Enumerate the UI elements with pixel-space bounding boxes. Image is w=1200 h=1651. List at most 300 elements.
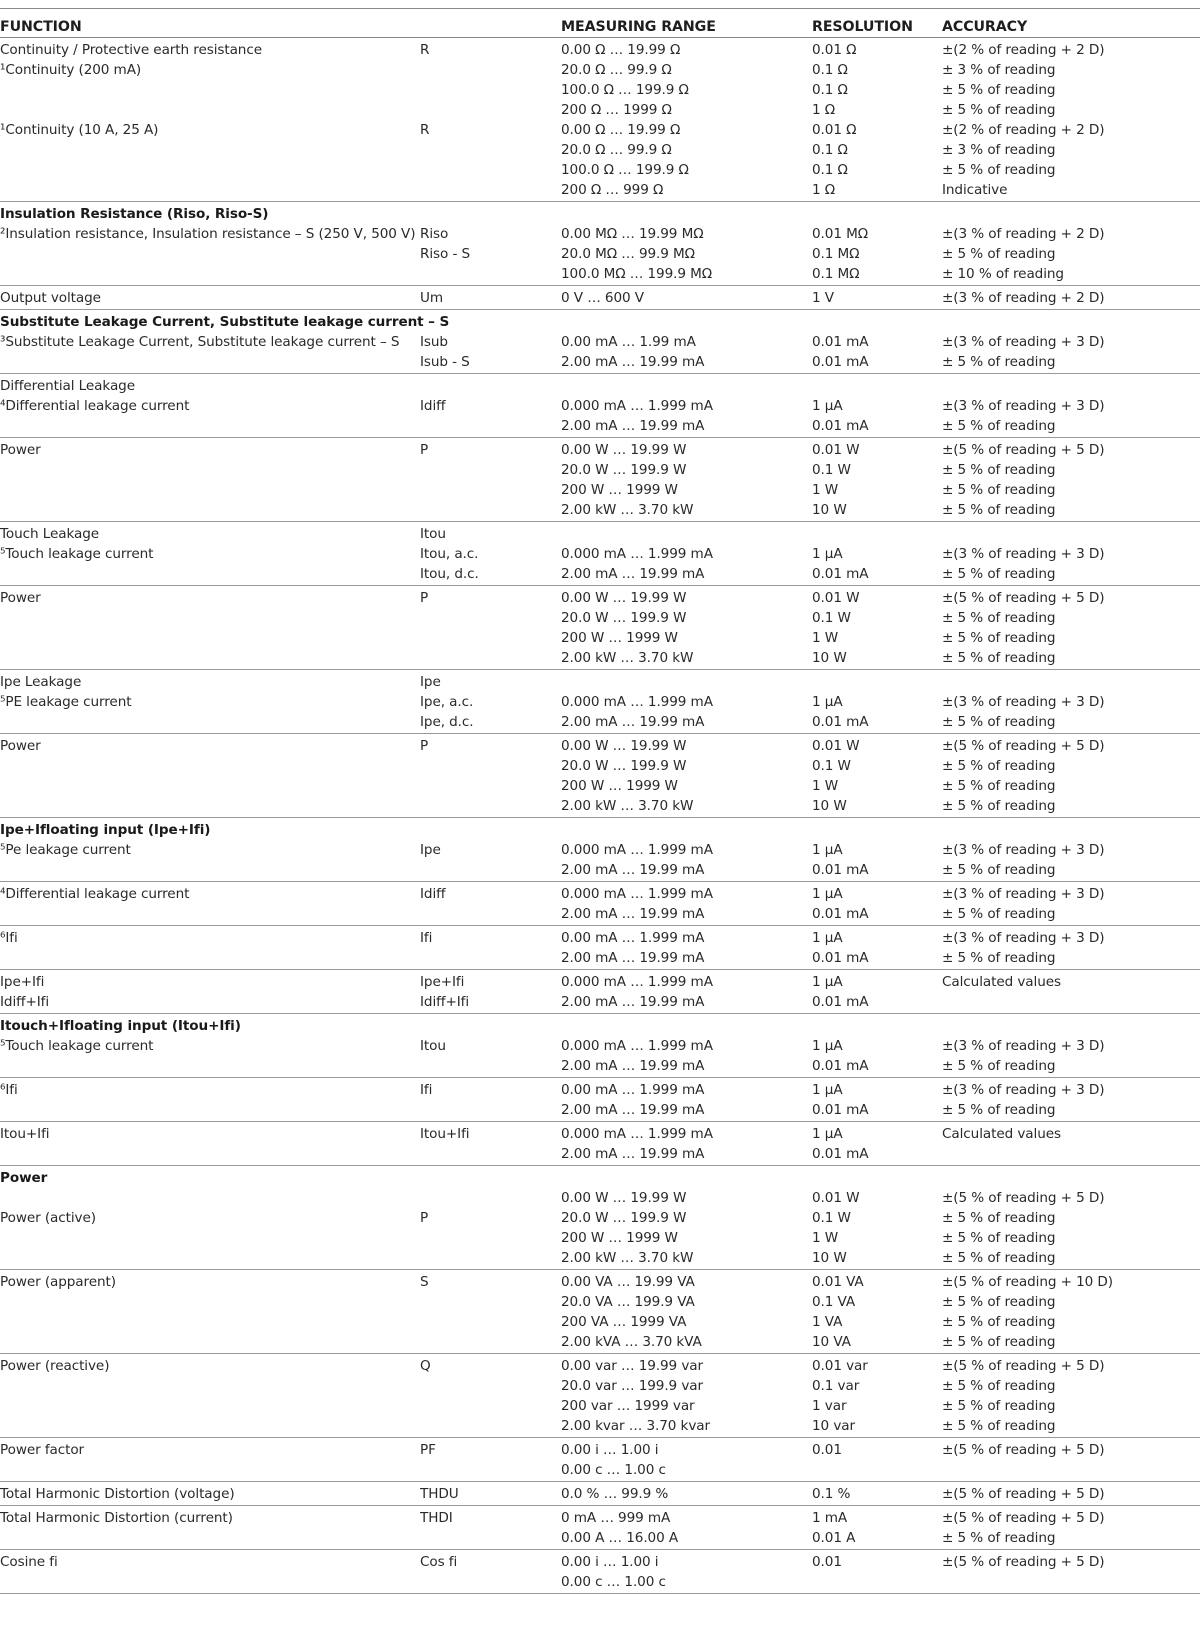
table-section — [0, 1438, 1200, 1482]
table-row — [0, 396, 1200, 416]
table-row — [0, 692, 1200, 712]
resolution-cell: 1 mA — [812, 1510, 848, 1526]
section-title: Ipe+Ifloating input (Ipe+Ifi) — [0, 822, 211, 838]
function-cell — [0, 948, 420, 968]
symbol-cell — [420, 904, 561, 924]
accuracy-cell: ±(3 % of reading + 2 D) — [942, 290, 1105, 306]
range-cell: 2.00 mA … 19.99 mA — [561, 906, 705, 922]
function-cell — [0, 352, 420, 372]
table-section — [0, 1506, 1200, 1550]
symbol-cell: Itou, d.c. — [420, 566, 479, 582]
table-section — [0, 670, 1200, 734]
accuracy-cell: ±(3 % of reading + 3 D) — [942, 398, 1105, 414]
accuracy-cell: ±(5 % of reading + 10 D) — [942, 1274, 1113, 1290]
range-cell: 200 W … 1999 W — [561, 482, 678, 498]
table-row — [0, 180, 1200, 200]
table-row — [0, 332, 1200, 352]
accuracy-cell: ±(5 % of reading + 5 D) — [942, 442, 1105, 458]
resolution-cell: 0.01 mA — [812, 994, 869, 1010]
symbol-cell: P — [420, 442, 429, 458]
range-cell: 0 mA … 999 mA — [561, 1510, 671, 1526]
symbol-cell — [420, 480, 561, 500]
symbol-cell: Idiff — [420, 886, 446, 902]
table-row — [0, 1332, 1200, 1352]
range-cell: 0.000 mA … 1.999 mA — [561, 974, 713, 990]
accuracy-cell: ± 5 % of reading — [942, 246, 1056, 262]
resolution-cell: 1 μA — [812, 694, 843, 710]
table-row — [0, 244, 1200, 264]
function-cell — [0, 1332, 420, 1352]
table-row — [0, 416, 1200, 436]
accuracy-cell: Calculated values — [942, 974, 1061, 990]
function-cell — [0, 80, 420, 100]
function-cell: ²Insulation resistance, Insulation resistance – S (250 V, 500 V) — [0, 226, 416, 242]
range-cell: 0.000 mA … 1.999 mA — [561, 398, 713, 414]
resolution-cell: 0.1 MΩ — [812, 246, 860, 262]
range-cell: 2.00 mA … 19.99 mA — [561, 354, 705, 370]
range-cell: 0.000 mA … 1.999 mA — [561, 546, 713, 562]
resolution-cell: 0.1 % — [812, 1486, 851, 1502]
function-cell — [0, 628, 420, 648]
function-cell — [0, 140, 420, 160]
resolution-cell: 0.1 Ω — [812, 162, 848, 178]
accuracy-cell: ± 5 % of reading — [942, 1398, 1056, 1414]
symbol-cell — [420, 948, 561, 968]
table-row — [0, 1144, 1200, 1164]
function-cell — [0, 860, 420, 880]
range-cell: 20.0 W … 199.9 W — [561, 610, 687, 626]
table-row — [0, 588, 1200, 608]
range-cell: 200 Ω … 999 Ω — [561, 182, 664, 198]
table-row — [0, 1440, 1200, 1460]
range-cell: 20.0 MΩ … 99.9 MΩ — [561, 246, 695, 262]
table-section — [0, 1354, 1200, 1438]
function-cell — [0, 1144, 420, 1164]
symbol-cell — [420, 1376, 561, 1396]
header-resolution: RESOLUTION — [812, 19, 913, 35]
table-section — [0, 882, 1200, 926]
range-cell: 20.0 Ω … 99.9 Ω — [561, 142, 672, 158]
accuracy-cell: ± 5 % of reading — [942, 758, 1056, 774]
range-cell: 0.00 Ω … 19.99 Ω — [561, 42, 681, 58]
function-cell — [0, 1460, 420, 1480]
range-cell: 0.00 mA … 1.99 mA — [561, 334, 696, 350]
resolution-cell: 0.1 W — [812, 758, 851, 774]
resolution-cell: 0.01 mA — [812, 418, 869, 434]
symbol-cell — [420, 140, 561, 160]
section-title: Substitute Leakage Current, Substitute leakage current – S — [0, 314, 450, 330]
range-cell: 0.00 W … 19.99 W — [561, 442, 687, 458]
range-cell: 2.00 kW … 3.70 kW — [561, 798, 694, 814]
accuracy-cell: ± 5 % of reading — [942, 354, 1056, 370]
resolution-cell: 0.01 — [812, 1442, 842, 1458]
accuracy-cell: ±(5 % of reading + 5 D) — [942, 1358, 1105, 1374]
range-cell: 0.00 c … 1.00 c — [561, 1574, 666, 1590]
symbol-cell — [420, 1056, 561, 1076]
table-row — [0, 60, 1200, 80]
resolution-cell: 1 μA — [812, 842, 843, 858]
resolution-cell: 0.1 VA — [812, 1294, 856, 1310]
table-row — [0, 1080, 1200, 1100]
table-row — [0, 376, 1200, 396]
function-cell — [0, 244, 420, 264]
symbol-cell — [420, 1100, 561, 1120]
table-section — [0, 818, 1200, 882]
function-cell — [0, 756, 420, 776]
function-cell — [0, 1312, 420, 1332]
accuracy-cell: ± 5 % of reading — [942, 102, 1056, 118]
function-cell — [0, 160, 420, 180]
symbol-cell — [420, 628, 561, 648]
function-cell — [0, 1228, 420, 1248]
resolution-cell: 1 μA — [812, 546, 843, 562]
range-cell: 0.000 mA … 1.999 mA — [561, 842, 713, 858]
accuracy-cell: ±(3 % of reading + 3 D) — [942, 694, 1105, 710]
accuracy-cell — [942, 1572, 1192, 1592]
table-row — [0, 1376, 1200, 1396]
symbol-cell: Ipe — [420, 842, 441, 858]
accuracy-cell: ±(5 % of reading + 5 D) — [942, 1486, 1105, 1502]
resolution-cell: 10 VA — [812, 1334, 851, 1350]
symbol-cell: Cos fi — [420, 1554, 458, 1570]
range-cell: 20.0 var … 199.9 var — [561, 1378, 703, 1394]
accuracy-cell: ± 5 % of reading — [942, 1210, 1056, 1226]
accuracy-cell: ± 3 % of reading — [942, 62, 1056, 78]
symbol-cell: S — [420, 1274, 429, 1290]
resolution-cell: 0.1 W — [812, 610, 851, 626]
resolution-cell: 0.01 mA — [812, 1102, 869, 1118]
accuracy-cell: ±(3 % of reading + 2 D) — [942, 226, 1105, 242]
resolution-cell: 0.1 Ω — [812, 82, 848, 98]
resolution-cell: 10 var — [812, 1418, 855, 1434]
table-row — [0, 1208, 1200, 1228]
range-cell: 2.00 mA … 19.99 mA — [561, 1102, 705, 1118]
symbol-cell — [420, 460, 561, 480]
symbol-cell — [420, 796, 561, 816]
resolution-cell: 0.1 Ω — [812, 142, 848, 158]
range-cell: 2.00 mA … 19.99 mA — [561, 950, 705, 966]
symbol-cell — [420, 500, 561, 520]
section-title: Insulation Resistance (Riso, Riso-S) — [0, 206, 269, 222]
table-section — [0, 286, 1200, 310]
range-cell — [561, 672, 812, 692]
table-row — [0, 1356, 1200, 1376]
range-cell: 0.00 W … 19.99 W — [561, 1190, 687, 1206]
range-cell: 2.00 kvar … 3.70 kvar — [561, 1418, 710, 1434]
symbol-cell — [420, 1312, 561, 1332]
symbol-cell: PF — [420, 1442, 436, 1458]
accuracy-cell: ±(3 % of reading + 3 D) — [942, 842, 1105, 858]
table-row — [0, 100, 1200, 120]
accuracy-cell — [942, 672, 1192, 692]
function-cell: Power — [0, 738, 41, 754]
symbol-cell — [420, 160, 561, 180]
function-cell — [0, 1528, 420, 1548]
range-cell: 0.00 MΩ … 19.99 MΩ — [561, 226, 704, 242]
accuracy-cell — [942, 992, 1192, 1012]
resolution-cell: 1 var — [812, 1398, 847, 1414]
table-row — [0, 1572, 1200, 1592]
resolution-cell: 1 VA — [812, 1314, 843, 1330]
symbol-cell — [420, 376, 561, 396]
symbol-cell — [420, 1292, 561, 1312]
range-cell: 0.00 var … 19.99 var — [561, 1358, 703, 1374]
header-accuracy: ACCURACY — [942, 19, 1028, 35]
table-section — [0, 970, 1200, 1014]
function-cell — [0, 1416, 420, 1436]
resolution-cell: 0.01 mA — [812, 714, 869, 730]
table-row — [0, 1528, 1200, 1548]
resolution-cell: 0.01 mA — [812, 1058, 869, 1074]
table-row — [0, 480, 1200, 500]
resolution-cell — [812, 1572, 942, 1592]
function-cell: ¹Continuity (200 mA) — [0, 62, 142, 78]
accuracy-cell: ±(3 % of reading + 3 D) — [942, 546, 1105, 562]
header-measuring-range: MEASURING RANGE — [561, 19, 716, 35]
resolution-cell: 10 W — [812, 798, 847, 814]
resolution-cell: 0.1 var — [812, 1378, 860, 1394]
resolution-cell: 1 W — [812, 482, 839, 498]
table-row — [0, 80, 1200, 100]
range-cell: 0.00 mA … 1.999 mA — [561, 1082, 705, 1098]
range-cell: 0.00 i … 1.00 i — [561, 1442, 659, 1458]
specification-table — [0, 8, 1200, 1594]
function-cell — [0, 1396, 420, 1416]
accuracy-cell: ±(2 % of reading + 2 D) — [942, 42, 1105, 58]
range-cell: 2.00 kW … 3.70 kW — [561, 1250, 694, 1266]
table-row — [0, 40, 1200, 60]
range-cell: 200 W … 1999 W — [561, 1230, 678, 1246]
accuracy-cell: ±(5 % of reading + 5 D) — [942, 1510, 1105, 1526]
range-cell: 2.00 kW … 3.70 kW — [561, 650, 694, 666]
resolution-cell: 0.01 mA — [812, 566, 869, 582]
symbol-cell: Itou — [420, 1038, 446, 1054]
resolution-cell: 0.1 W — [812, 1210, 851, 1226]
accuracy-cell — [942, 1144, 1192, 1164]
table-row — [0, 608, 1200, 628]
table-row — [0, 1100, 1200, 1120]
table-row — [0, 1188, 1200, 1208]
symbol-cell — [420, 1528, 561, 1548]
table-row — [0, 884, 1200, 904]
accuracy-cell: Indicative — [942, 182, 1008, 198]
range-cell: 200 VA … 1999 VA — [561, 1314, 687, 1330]
table-row — [0, 544, 1200, 564]
table-row — [0, 224, 1200, 244]
range-cell: 0.00 i … 1.00 i — [561, 1554, 659, 1570]
table-section — [0, 202, 1200, 286]
function-cell: Differential Leakage — [0, 378, 135, 394]
range-cell: 200 W … 1999 W — [561, 630, 678, 646]
table-section — [0, 1550, 1200, 1594]
accuracy-cell: ± 5 % of reading — [942, 1334, 1056, 1350]
table-row — [0, 1460, 1200, 1480]
accuracy-cell: ± 5 % of reading — [942, 950, 1056, 966]
table-section — [0, 1078, 1200, 1122]
table-row — [0, 948, 1200, 968]
symbol-cell: Ipe — [420, 674, 441, 690]
resolution-cell: 1 μA — [812, 886, 843, 902]
symbol-cell — [420, 1396, 561, 1416]
resolution-cell: 1 μA — [812, 930, 843, 946]
table-header — [0, 8, 1200, 38]
function-cell: Touch Leakage — [0, 526, 100, 542]
resolution-cell: 1 μA — [812, 974, 843, 990]
accuracy-cell: ±(3 % of reading + 3 D) — [942, 1038, 1105, 1054]
resolution-cell: 0.01 mA — [812, 906, 869, 922]
accuracy-cell: ±(5 % of reading + 5 D) — [942, 738, 1105, 754]
range-cell: 200 var … 1999 var — [561, 1398, 695, 1414]
function-cell: ⁵Touch leakage current — [0, 1038, 154, 1054]
symbol-cell: Idiff+Ifi — [420, 994, 470, 1010]
resolution-cell: 0.01 — [812, 1554, 842, 1570]
function-cell — [0, 480, 420, 500]
resolution-cell: 1 W — [812, 778, 839, 794]
accuracy-cell: ± 5 % of reading — [942, 1102, 1056, 1118]
resolution-cell: 0.01 VA — [812, 1274, 864, 1290]
function-cell — [0, 1572, 420, 1592]
table-row — [0, 648, 1200, 668]
range-cell: 2.00 mA … 19.99 mA — [561, 566, 705, 582]
range-cell: 2.00 kW … 3.70 kW — [561, 502, 694, 518]
range-cell: 20.0 W … 199.9 W — [561, 758, 687, 774]
range-cell: 2.00 kVA … 3.70 kVA — [561, 1334, 702, 1350]
resolution-cell — [812, 672, 942, 692]
symbol-cell: R — [420, 122, 430, 138]
table-row — [0, 352, 1200, 372]
range-cell: 20.0 W … 199.9 W — [561, 462, 687, 478]
table-row — [0, 1228, 1200, 1248]
symbol-cell — [420, 1228, 561, 1248]
table-row — [0, 1248, 1200, 1268]
function-cell — [0, 460, 420, 480]
symbol-cell: Itou+Ifi — [420, 1126, 470, 1142]
range-cell: 100.0 MΩ … 199.9 MΩ — [561, 266, 713, 282]
function-cell — [0, 100, 420, 120]
function-cell: Power factor — [0, 1442, 85, 1458]
range-cell: 2.00 mA … 19.99 mA — [561, 418, 705, 434]
accuracy-cell: ± 5 % of reading — [942, 1230, 1056, 1246]
symbol-cell — [420, 1188, 561, 1208]
range-cell: 200 Ω … 1999 Ω — [561, 102, 672, 118]
accuracy-cell: ± 5 % of reading — [942, 610, 1056, 626]
accuracy-cell: ± 5 % of reading — [942, 482, 1056, 498]
resolution-cell: 1 Ω — [812, 182, 836, 198]
symbol-cell: Q — [420, 1358, 431, 1374]
resolution-cell: 0.01 W — [812, 442, 860, 458]
accuracy-cell: ±(5 % of reading + 5 D) — [942, 1190, 1105, 1206]
function-cell: Power (apparent) — [0, 1274, 116, 1290]
resolution-cell: 0.1 Ω — [812, 62, 848, 78]
function-cell — [0, 776, 420, 796]
function-cell — [0, 712, 420, 732]
function-cell: Power — [0, 590, 41, 606]
table-section — [0, 310, 1200, 374]
symbol-cell — [420, 264, 561, 284]
function-cell: Itou+Ifi — [0, 1126, 50, 1142]
accuracy-cell: ± 5 % of reading — [942, 1314, 1056, 1330]
table-row — [0, 712, 1200, 732]
symbol-cell: Riso — [420, 226, 449, 242]
function-cell — [0, 648, 420, 668]
function-cell: ⁶Ifi — [0, 930, 18, 946]
accuracy-cell: ± 5 % of reading — [942, 502, 1056, 518]
resolution-cell: 0.01 W — [812, 590, 860, 606]
accuracy-cell: ± 5 % of reading — [942, 1294, 1056, 1310]
symbol-cell — [420, 1332, 561, 1352]
accuracy-cell: ± 5 % of reading — [942, 1418, 1056, 1434]
function-cell: Total Harmonic Distortion (current) — [0, 1510, 233, 1526]
resolution-cell — [812, 524, 942, 544]
section-title: Itouch+Ifloating input (Itou+Ifi) — [0, 1018, 241, 1034]
function-cell: ¹Continuity (10 A, 25 A) — [0, 122, 159, 138]
table-section — [0, 926, 1200, 970]
function-cell — [0, 500, 420, 520]
range-cell: 0.0 % … 99.9 % — [561, 1486, 669, 1502]
table-section — [0, 586, 1200, 670]
table-row — [0, 120, 1200, 140]
table-section — [0, 734, 1200, 818]
symbol-cell: Ipe, d.c. — [420, 714, 474, 730]
table-row — [0, 1292, 1200, 1312]
symbol-cell — [420, 1460, 561, 1480]
symbol-cell: THDI — [420, 1510, 453, 1526]
range-cell: 0.000 mA … 1.999 mA — [561, 886, 713, 902]
range-cell: 0.000 mA … 1.999 mA — [561, 1038, 713, 1054]
symbol-cell: P — [420, 1210, 429, 1226]
accuracy-cell: ± 5 % of reading — [942, 650, 1056, 666]
resolution-cell: 0.01 mA — [812, 1146, 869, 1162]
table-row — [0, 564, 1200, 584]
accuracy-cell: ± 5 % of reading — [942, 630, 1056, 646]
resolution-cell: 0.01 mA — [812, 862, 869, 878]
accuracy-cell: ± 5 % of reading — [942, 714, 1056, 730]
function-cell — [0, 1188, 420, 1208]
accuracy-cell: ± 5 % of reading — [942, 462, 1056, 478]
symbol-cell: Isub - S — [420, 354, 470, 370]
symbol-cell — [420, 1572, 561, 1592]
table-row — [0, 1312, 1200, 1332]
symbol-cell — [420, 100, 561, 120]
function-cell — [0, 1248, 420, 1268]
accuracy-cell: ± 5 % of reading — [942, 418, 1056, 434]
function-cell: ⁴Differential leakage current — [0, 886, 190, 902]
accuracy-cell: Calculated values — [942, 1126, 1061, 1142]
accuracy-cell: ± 5 % of reading — [942, 862, 1056, 878]
table-section — [0, 38, 1200, 202]
accuracy-cell: ± 5 % of reading — [942, 82, 1056, 98]
symbol-cell — [420, 416, 561, 436]
resolution-cell: 1 W — [812, 630, 839, 646]
range-cell: 2.00 mA … 19.99 mA — [561, 1058, 705, 1074]
range-cell: 2.00 mA … 19.99 mA — [561, 994, 705, 1010]
resolution-cell: 1 μA — [812, 1126, 843, 1142]
table-section — [0, 1270, 1200, 1354]
symbol-cell — [420, 60, 561, 80]
symbol-cell: THDU — [420, 1486, 459, 1502]
accuracy-cell — [942, 524, 1192, 544]
accuracy-cell: ±(3 % of reading + 3 D) — [942, 930, 1105, 946]
symbol-cell — [420, 180, 561, 200]
resolution-cell: 10 W — [812, 502, 847, 518]
function-cell: Power (reactive) — [0, 1358, 110, 1374]
accuracy-cell: ± 5 % of reading — [942, 1250, 1056, 1266]
resolution-cell: 0.01 A — [812, 1530, 856, 1546]
resolution-cell: 0.01 mA — [812, 334, 869, 350]
resolution-cell: 0.01 mA — [812, 950, 869, 966]
resolution-cell: 0.01 mA — [812, 354, 869, 370]
symbol-cell — [420, 1248, 561, 1268]
